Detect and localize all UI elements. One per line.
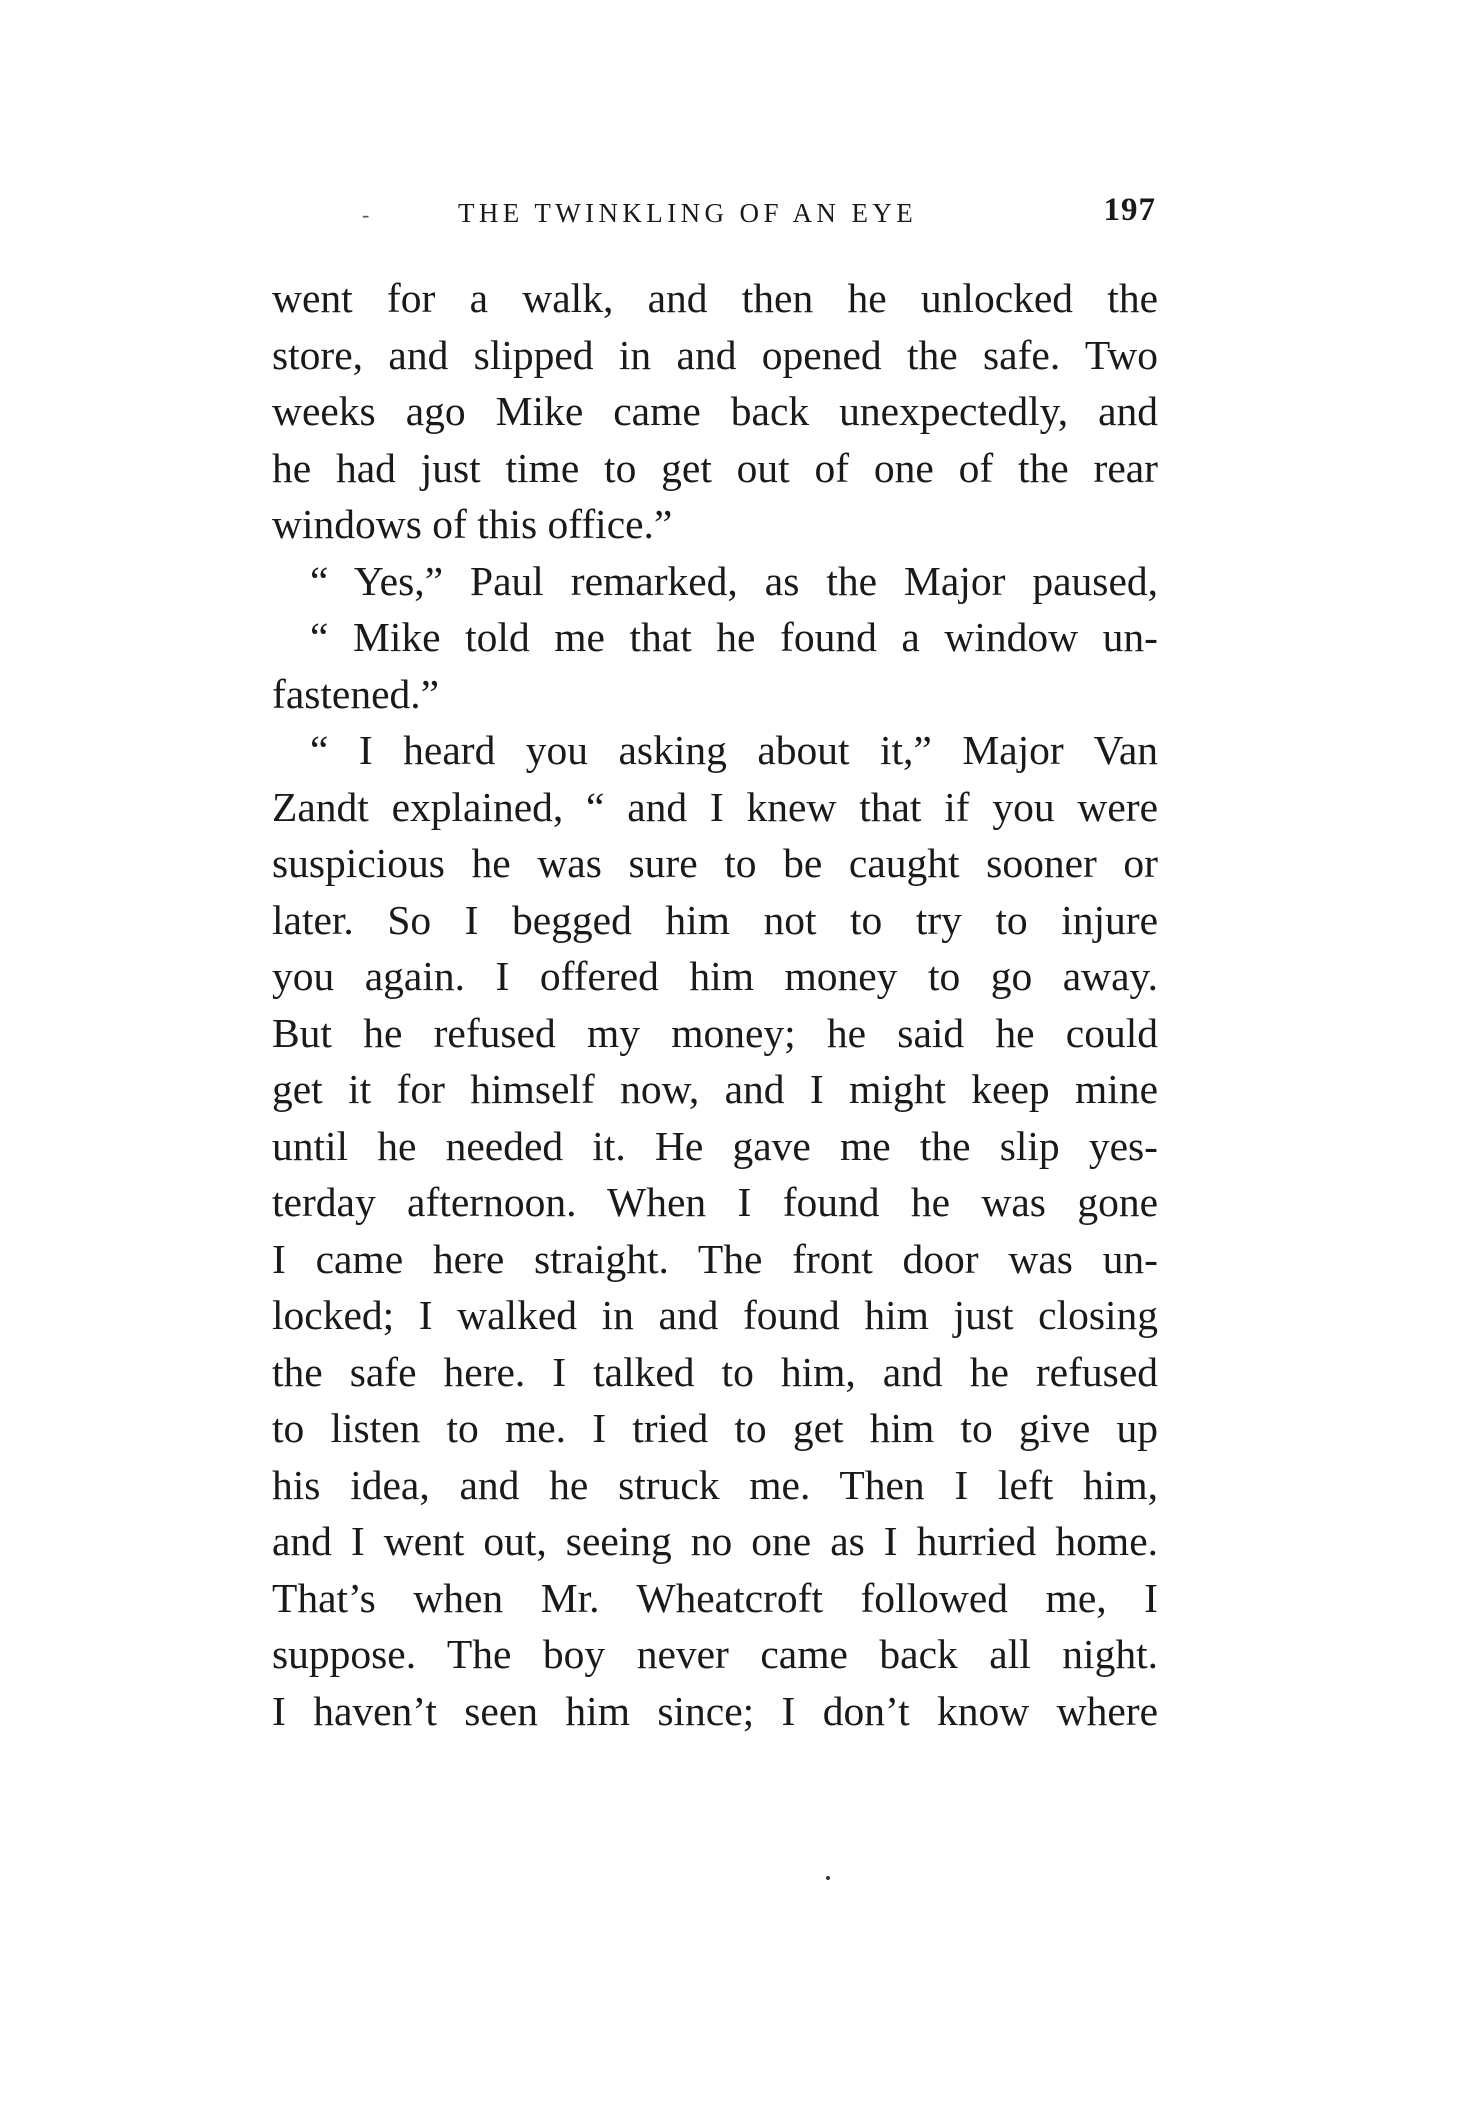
text-line: windows of this office.” bbox=[272, 501, 673, 547]
text-line: later. So I begged him not to try to injure bbox=[272, 896, 1158, 943]
text-line: fastened.” bbox=[272, 670, 440, 717]
text-line: “ I heard you asking about it,” Major Van bbox=[310, 727, 1158, 773]
text-line: to listen to me. I tried to get him to give up bbox=[272, 1405, 1158, 1451]
text-line: “ Mike told me that he found a window un- bbox=[310, 614, 1158, 660]
text-line: suppose. The boy never came back all night. bbox=[272, 1631, 1158, 1677]
text-line: the safe here. I talked to him, and he refused bbox=[272, 1348, 1158, 1395]
text-line: went for a walk, and then he unlocked the bbox=[272, 275, 1158, 321]
text-line: I haven’t seen him since; I don’t know where bbox=[272, 1687, 1158, 1734]
text-line: locked; I walked in and found him just closing bbox=[272, 1292, 1158, 1338]
text-line: That’s when Mr. Wheatcroft followed me, I bbox=[272, 1574, 1158, 1621]
text-line: suspicious he was sure to be caught sooner or bbox=[272, 840, 1158, 886]
header-dash: - bbox=[362, 202, 370, 227]
text-line: until he needed it. He gave me the slip yes- bbox=[272, 1122, 1158, 1169]
body-text bbox=[272, 270, 1158, 1739]
text-line: store, and slipped in and opened the safe. Two bbox=[272, 331, 1158, 378]
text-line: get it for himself now, and I might keep mine bbox=[272, 1066, 1158, 1112]
running-head bbox=[272, 192, 1156, 242]
ink-speck bbox=[826, 1876, 830, 1880]
chapter-title: THE TWINKLING OF AN EYE bbox=[458, 198, 918, 228]
text-line: terday afternoon. When I found he was gone bbox=[272, 1179, 1158, 1225]
text-line: I came here straight. The front door was un- bbox=[272, 1235, 1158, 1282]
text-line: But he refused my money; he said he could bbox=[272, 1009, 1158, 1056]
text-line: Zandt explained, “ and I knew that if you were bbox=[272, 783, 1158, 830]
text-line: he had just time to get out of one of the rear bbox=[272, 444, 1158, 491]
text-line: weeks ago Mike came back unexpectedly, and bbox=[272, 388, 1158, 434]
text-line: his idea, and he struck me. Then I left him, bbox=[272, 1461, 1158, 1508]
text-line: and I went out, seeing no one as I hurried home. bbox=[272, 1518, 1158, 1564]
text-line: you again. I offered him money to go away. bbox=[272, 953, 1158, 999]
page-number: 197 bbox=[1103, 192, 1156, 228]
text-line: “ Yes,” Paul remarked, as the Major paused, bbox=[310, 557, 1158, 604]
